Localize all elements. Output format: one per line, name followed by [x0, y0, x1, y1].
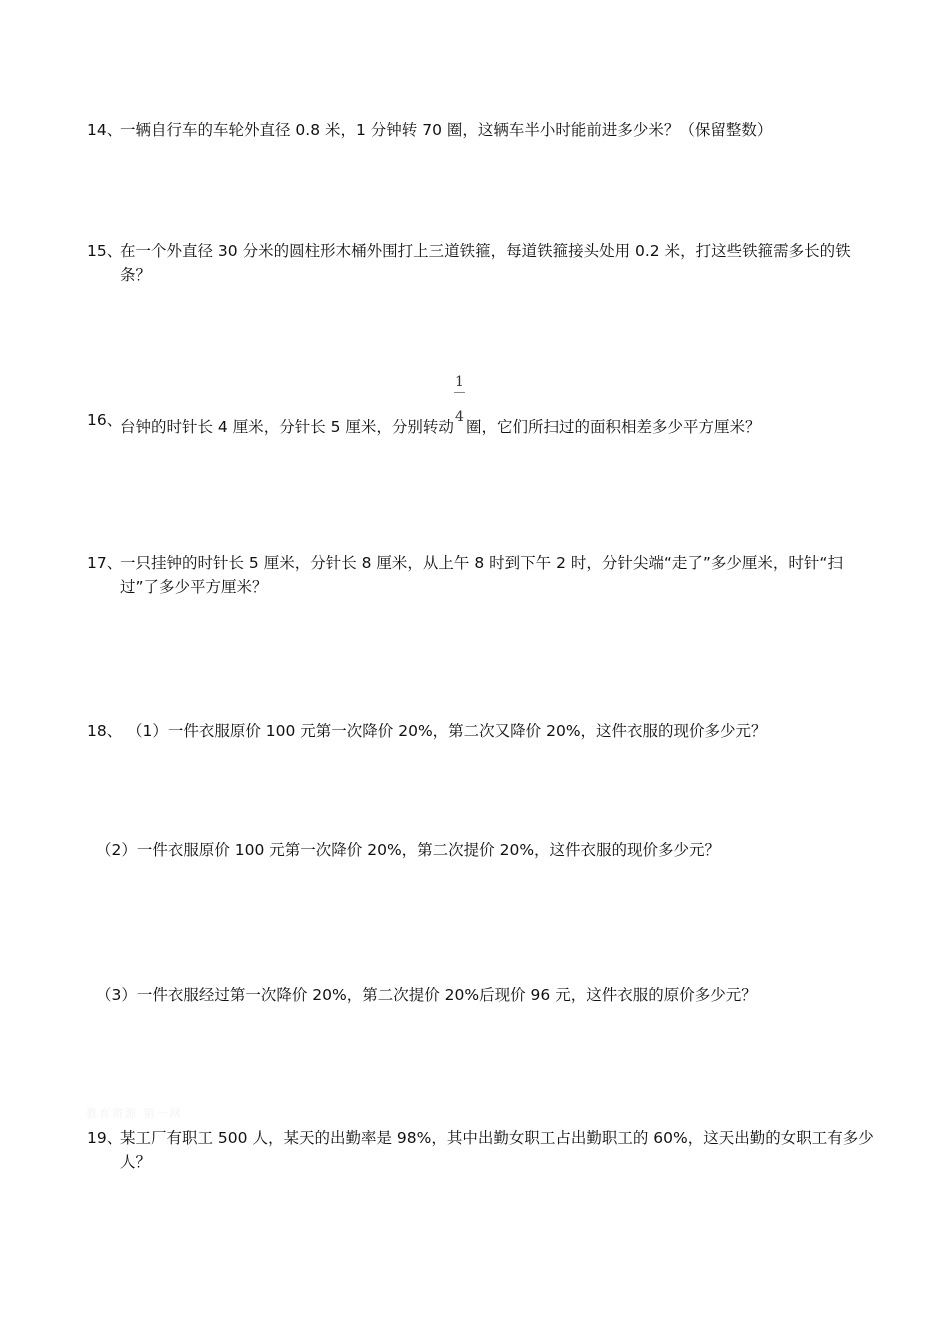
question-18-part-3: （3）一件衣服经过第一次降价 20%，第二次提价 20%后现价 96 元，这件衣服的原价多少元？ — [96, 986, 757, 1004]
question-number: 19、 — [87, 1129, 123, 1147]
question-number: 18、 — [87, 722, 123, 740]
fraction-bar — [454, 392, 465, 393]
question-16 — [87, 374, 877, 439]
question-19 — [87, 1126, 877, 1174]
question-text: （1）一件衣服原价 100 元第一次降价 20%，第二次又降价 20%，这件衣服的现价多少元？ — [127, 722, 767, 740]
question-text: 某工厂有职工 500 人，某天的出勤率是 98%，其中出勤女职工占出勤职工的 60%，这天出勤的女职工有多少人？ — [120, 1129, 874, 1171]
question-number: 14、 — [87, 121, 123, 139]
question-text: 一只挂钟的时针长 5 厘米，分针长 8 厘米，从上午 8 时到下午 2 时，分针尖端“走了”多少厘米，时针“扫过”了多少平方厘米？ — [120, 554, 843, 596]
fraction-one-quarter — [454, 374, 466, 432]
question-number: 15、 — [87, 242, 123, 260]
watermark: 教育资源 第一网 — [86, 1107, 183, 1120]
question-15 — [87, 239, 877, 287]
question-17 — [87, 551, 877, 599]
fraction-numerator: 1 — [454, 374, 464, 390]
question-number: 17、 — [87, 554, 123, 572]
fraction-denominator: 4 — [454, 409, 464, 425]
question-18 — [87, 719, 877, 743]
question-text-after: 圈，它们所扫过的面积相差多少平方厘米？ — [465, 418, 761, 436]
question-number: 16、 — [87, 411, 123, 429]
question-text-before: 台钟的时针长 4 厘米，分针长 5 厘米，分别转动 — [120, 418, 454, 436]
question-text — [87, 374, 877, 439]
question-14 — [87, 118, 877, 142]
question-text: 一辆自行车的车轮外直径 0.8 米，1 分钟转 70 圈，这辆车半小时能前进多少米？（保留整数） — [120, 121, 773, 139]
question-18-part-2: （2）一件衣服原价 100 元第一次降价 20%，第二次提价 20%，这件衣服的现价多少元？ — [96, 841, 721, 859]
question-text: 在一个外直径 30 分米的圆柱形木桶外围打上三道铁箍，每道铁箍接头处用 0.2 米，打这些铁箍需多长的铁条？ — [120, 242, 851, 284]
